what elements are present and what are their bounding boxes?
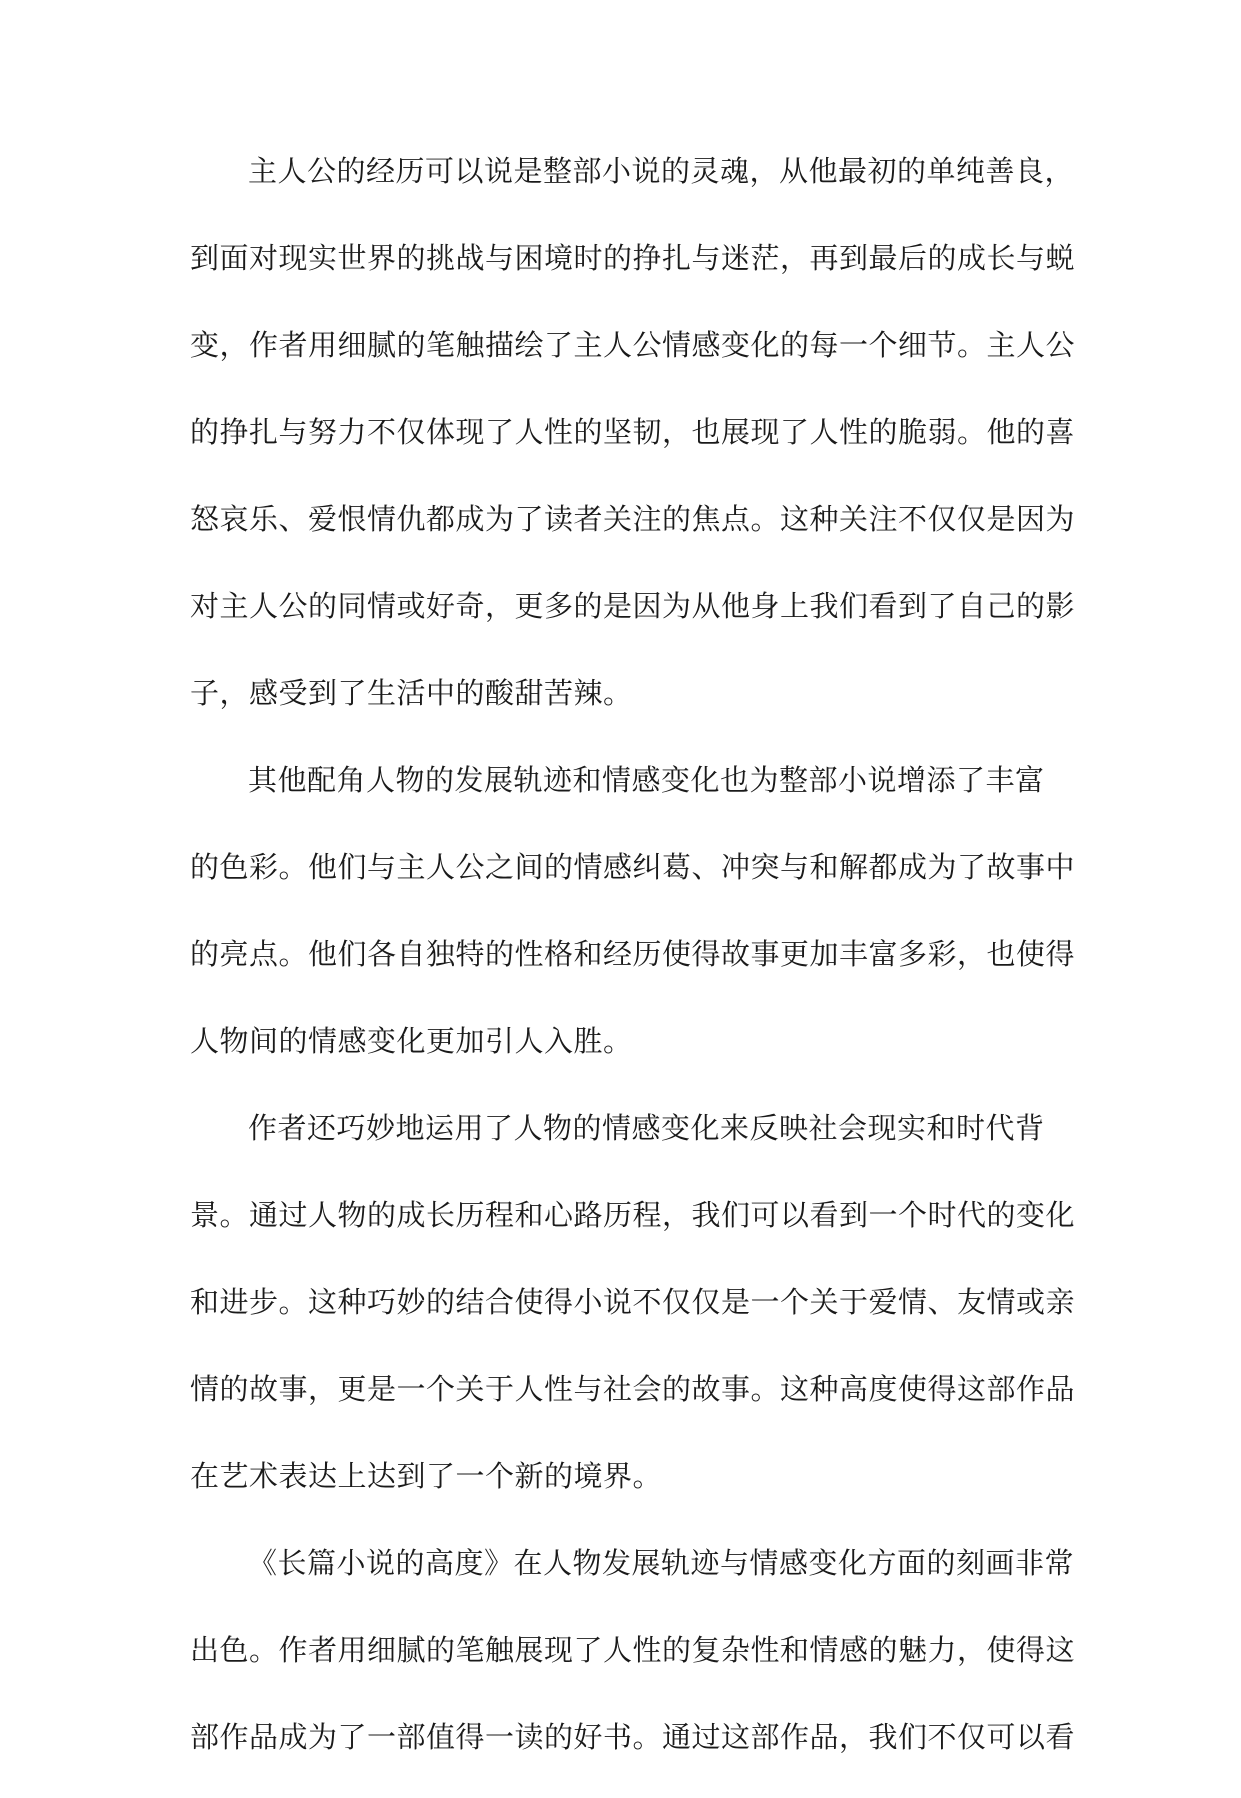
text-line: 怒哀乐、爱恨情仇都成为了读者关注的焦点。这种关注不仅仅是因为: [190, 502, 1076, 536]
text-line: 的亮点。他们各自独特的性格和经历使得故事更加丰富多彩，也使得: [190, 937, 1076, 971]
text-line: 的挣扎与努力不仅体现了人性的坚韧，也展现了人性的脆弱。他的喜: [190, 415, 1076, 449]
paragraph: [190, 1102, 1076, 1537]
text-line: 子，感受到了生活中的酸甜苦辣。: [190, 676, 633, 710]
text-line: 部作品成为了一部值得一读的好书。通过这部作品，我们不仅可以看: [190, 1720, 1076, 1754]
text-line: 人物间的情感变化更加引人入胜。: [190, 1024, 633, 1058]
text-line: 情的故事，更是一个关于人性与社会的故事。这种高度使得这部作品: [190, 1372, 1076, 1406]
text-line: 其他配角人物的发展轨迹和情感变化也为整部小说增添了丰富: [248, 763, 1045, 797]
paragraph: [190, 145, 1076, 754]
text-line: 主人公的经历可以说是整部小说的灵魂，从他最初的单纯善良，: [248, 154, 1075, 188]
text-line: 到面对现实世界的挑战与困境时的挣扎与迷茫，再到最后的成长与蜕: [190, 241, 1076, 275]
text-line: 在艺术表达上达到了一个新的境界。: [190, 1459, 663, 1493]
paragraph: [190, 754, 1076, 1102]
paragraph: [190, 1537, 1076, 1798]
text-line: 作者还巧妙地运用了人物的情感变化来反映社会现实和时代背: [248, 1111, 1045, 1145]
text-line: 的色彩。他们与主人公之间的情感纠葛、冲突与和解都成为了故事中: [190, 850, 1076, 884]
text-line: 和进步。这种巧妙的结合使得小说不仅仅是一个关于爱情、友情或亲: [190, 1285, 1076, 1319]
text-line: 景。通过人物的成长历程和心路历程，我们可以看到一个时代的变化: [190, 1198, 1076, 1232]
text-line: 对主人公的同情或好奇，更多的是因为从他身上我们看到了自己的影: [190, 589, 1076, 623]
text-line: 变，作者用细腻的笔触描绘了主人公情感变化的每一个细节。主人公: [190, 328, 1076, 362]
text-line: 《长篇小说的高度》在人物发展轨迹与情感变化方面的刻画非常: [248, 1546, 1075, 1580]
document-body: [190, 145, 1076, 1798]
text-line: 出色。作者用细腻的笔触展现了人性的复杂性和情感的魅力，使得这: [190, 1633, 1076, 1667]
